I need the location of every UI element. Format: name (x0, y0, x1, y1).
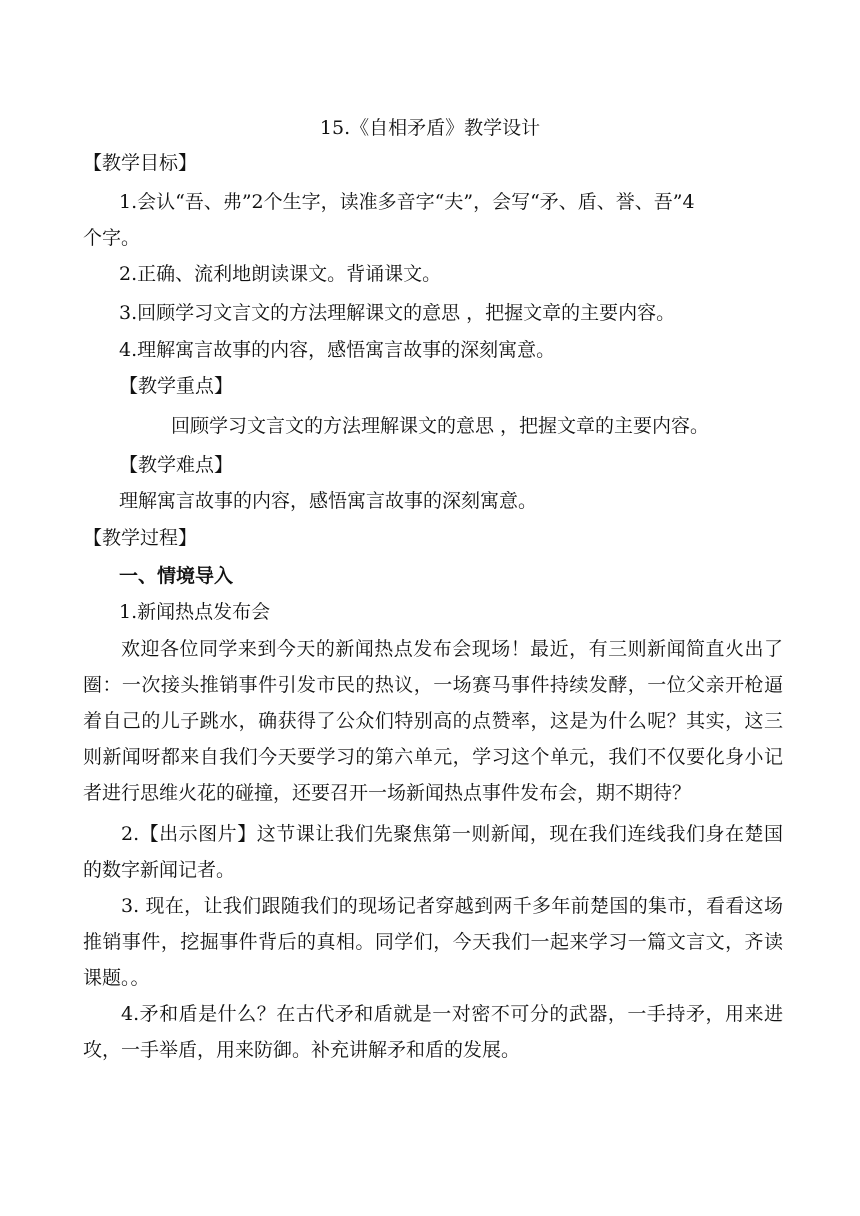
key-points-heading: 【教学重点】 (119, 375, 234, 397)
objective-item-1: 1.会认“吾、弗”2个生字，读准多音字“夫”，会写“矛、盾、誉、吾”4 (119, 191, 695, 213)
document-title: 15.《自相矛盾》教学设计 (319, 117, 541, 139)
paragraph-time-travel: 3. 现在，让我们跟随我们的现场记者穿越到两千多年前楚国的集市，看看这场推销事件，挖掘事件背后的真相。同学们，今天我们一起来学习一篇文言文，齐读课题。。 (83, 895, 783, 989)
difficulties-text: 理解寓言故事的内容，感悟寓言故事的深刻寓意。 (119, 490, 538, 512)
objective-item-4: 4.理解寓言故事的内容，感悟寓言故事的深刻寓意。 (119, 339, 556, 361)
item-news-press-conference: 1.新闻热点发布会 (119, 601, 271, 623)
paragraph-show-picture: 2.【出示图片】这节课让我们先聚焦第一则新闻，现在我们连线我们身在楚国的数字新闻记者。 (83, 823, 783, 881)
key-points-text: 回顾学习文言文的方法理解课文的意思 ，把握文章的主要内容。 (171, 415, 710, 437)
paragraph-intro: 欢迎各位同学来到今天的新闻热点发布会现场！最近，有三则新闻简直火出了圈：一次接头推销事件引发市民的热议，一场赛马事件持续发酵，一位父亲开枪逼着自己的儿子跳水，确获得了公众们特别高的点赞率，这是为什么呢？其实，这三则新闻呀都来自我们今天要学习的第六单元，学习这个单元，我们不仅要化身小记者进行思维火花的碰撞，还要召开一场新闻热点事件发布会，期不期待？ (83, 638, 783, 804)
process-heading: 【教学过程】 (83, 527, 198, 549)
section-heading-situation-intro: 一、情境导入 (119, 565, 234, 587)
objective-item-1-continued: 个字。 (83, 227, 141, 249)
objective-item-3: 3.回顾学习文言文的方法理解课文的意思 ，把握文章的主要内容。 (119, 302, 676, 324)
objectives-heading: 【教学目标】 (83, 152, 198, 174)
objective-item-2: 2.正确、流利地朗读课文。背诵课文。 (119, 263, 442, 285)
paragraph-spear-shield: 4.矛和盾是什么？在古代矛和盾就是一对密不可分的武器，一手持矛，用来进攻，一手举盾，用来防御。补充讲解矛和盾的发展。 (83, 1003, 783, 1061)
difficulties-heading: 【教学难点】 (119, 454, 234, 476)
